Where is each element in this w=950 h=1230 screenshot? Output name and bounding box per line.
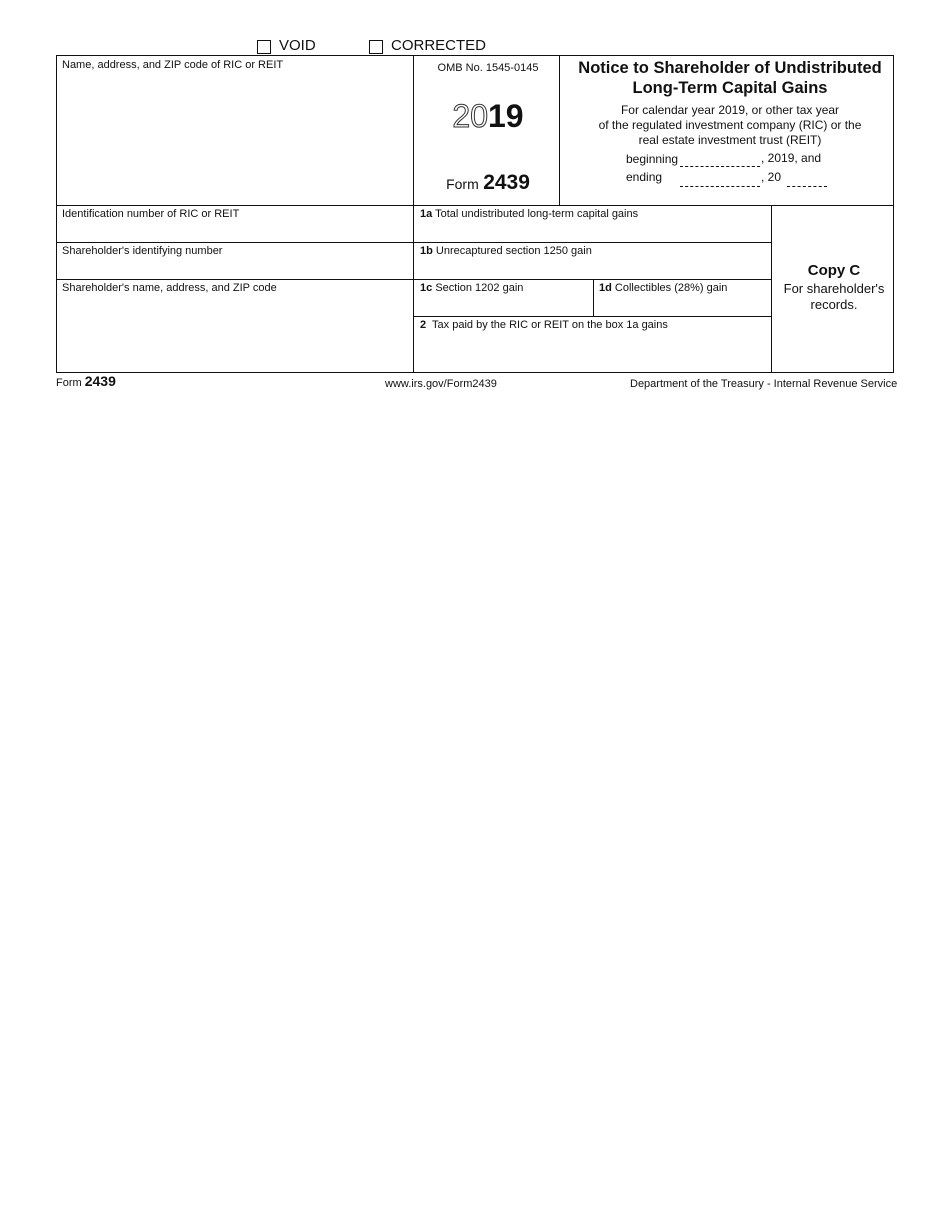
shareholder-name-field[interactable]: Shareholder's name, address, and ZIP code xyxy=(62,282,277,294)
corrected-checkbox[interactable] xyxy=(369,40,383,54)
ending-year-field[interactable] xyxy=(787,186,827,187)
calendar-line2: of the regulated investment company (RIC) or the xyxy=(598,118,862,132)
box-2-number: 2 xyxy=(420,319,427,331)
corrected-label: CORRECTED xyxy=(391,37,487,54)
footer-form-word: Form xyxy=(56,377,82,389)
void-label: VOID xyxy=(279,37,316,54)
box-1c[interactable] xyxy=(420,282,523,295)
form-title xyxy=(565,58,895,98)
tax-year xyxy=(415,98,561,134)
footer-url: www.irs.gov/Form2439 xyxy=(385,378,497,390)
form-title-line1: Notice to Shareholder of Undistributed xyxy=(578,59,882,77)
box-1b-number: 1b xyxy=(420,245,433,257)
calendar-line3: real estate investment trust (REIT) xyxy=(638,133,822,147)
shareholder-id-field[interactable]: Shareholder's identifying number xyxy=(62,245,223,257)
ending-suffix: , 20 xyxy=(761,170,782,184)
calendar-line1: For calendar year 2019, or other tax year xyxy=(620,103,840,117)
footer-department: Department of the Treasury - Internal Revenue Service xyxy=(630,378,898,390)
payer-name-field[interactable]: Name, address, and ZIP code of RIC or REIT xyxy=(62,59,284,71)
box-1d-number: 1d xyxy=(599,282,612,294)
beginning-label: beginning xyxy=(626,152,679,166)
calendar-year-text xyxy=(565,103,895,148)
box-1a-number: 1a xyxy=(420,208,433,220)
beginning-suffix: , 2019, and xyxy=(761,151,822,165)
box-1d-label: Collectibles (28%) gain xyxy=(614,282,728,294)
box-1b[interactable] xyxy=(420,245,592,258)
ending-label: ending xyxy=(626,170,663,184)
box-1c-label: Section 1202 gain xyxy=(435,282,524,294)
box-1b-label: Unrecaptured section 1250 gain xyxy=(435,245,592,257)
form-number-value: 2439 xyxy=(483,171,530,194)
box-1c-number: 1c xyxy=(420,282,433,294)
footer-form-number xyxy=(56,374,116,390)
copy-c-title: Copy C xyxy=(807,262,861,279)
copy-c-line1: For shareholder's xyxy=(783,281,885,296)
box-2-label: Tax paid by the RIC or REIT on the box 1a gains xyxy=(432,319,668,331)
form-2439 xyxy=(56,55,894,373)
beginning-date-field[interactable] xyxy=(680,166,760,167)
footer-form-value: 2439 xyxy=(84,373,116,389)
ric-id-field[interactable]: Identification number of RIC or REIT xyxy=(62,208,240,220)
tax-year-solid: 19 xyxy=(488,98,524,134)
form-word: Form xyxy=(446,176,479,192)
box-1a[interactable] xyxy=(420,208,638,221)
copy-c-line2: records. xyxy=(810,297,858,312)
box-1a-label: Total undistributed long-term capital gains xyxy=(435,208,639,220)
form-number xyxy=(415,171,561,195)
tax-year-outline: 20 xyxy=(452,98,488,134)
ending-date-field[interactable] xyxy=(680,186,760,187)
box-1d[interactable] xyxy=(599,282,727,295)
omb-number: OMB No. 1545-0145 xyxy=(437,62,539,74)
void-checkbox[interactable] xyxy=(257,40,271,54)
form-title-line2: Long-Term Capital Gains xyxy=(632,79,828,97)
box-2[interactable] xyxy=(420,319,668,332)
